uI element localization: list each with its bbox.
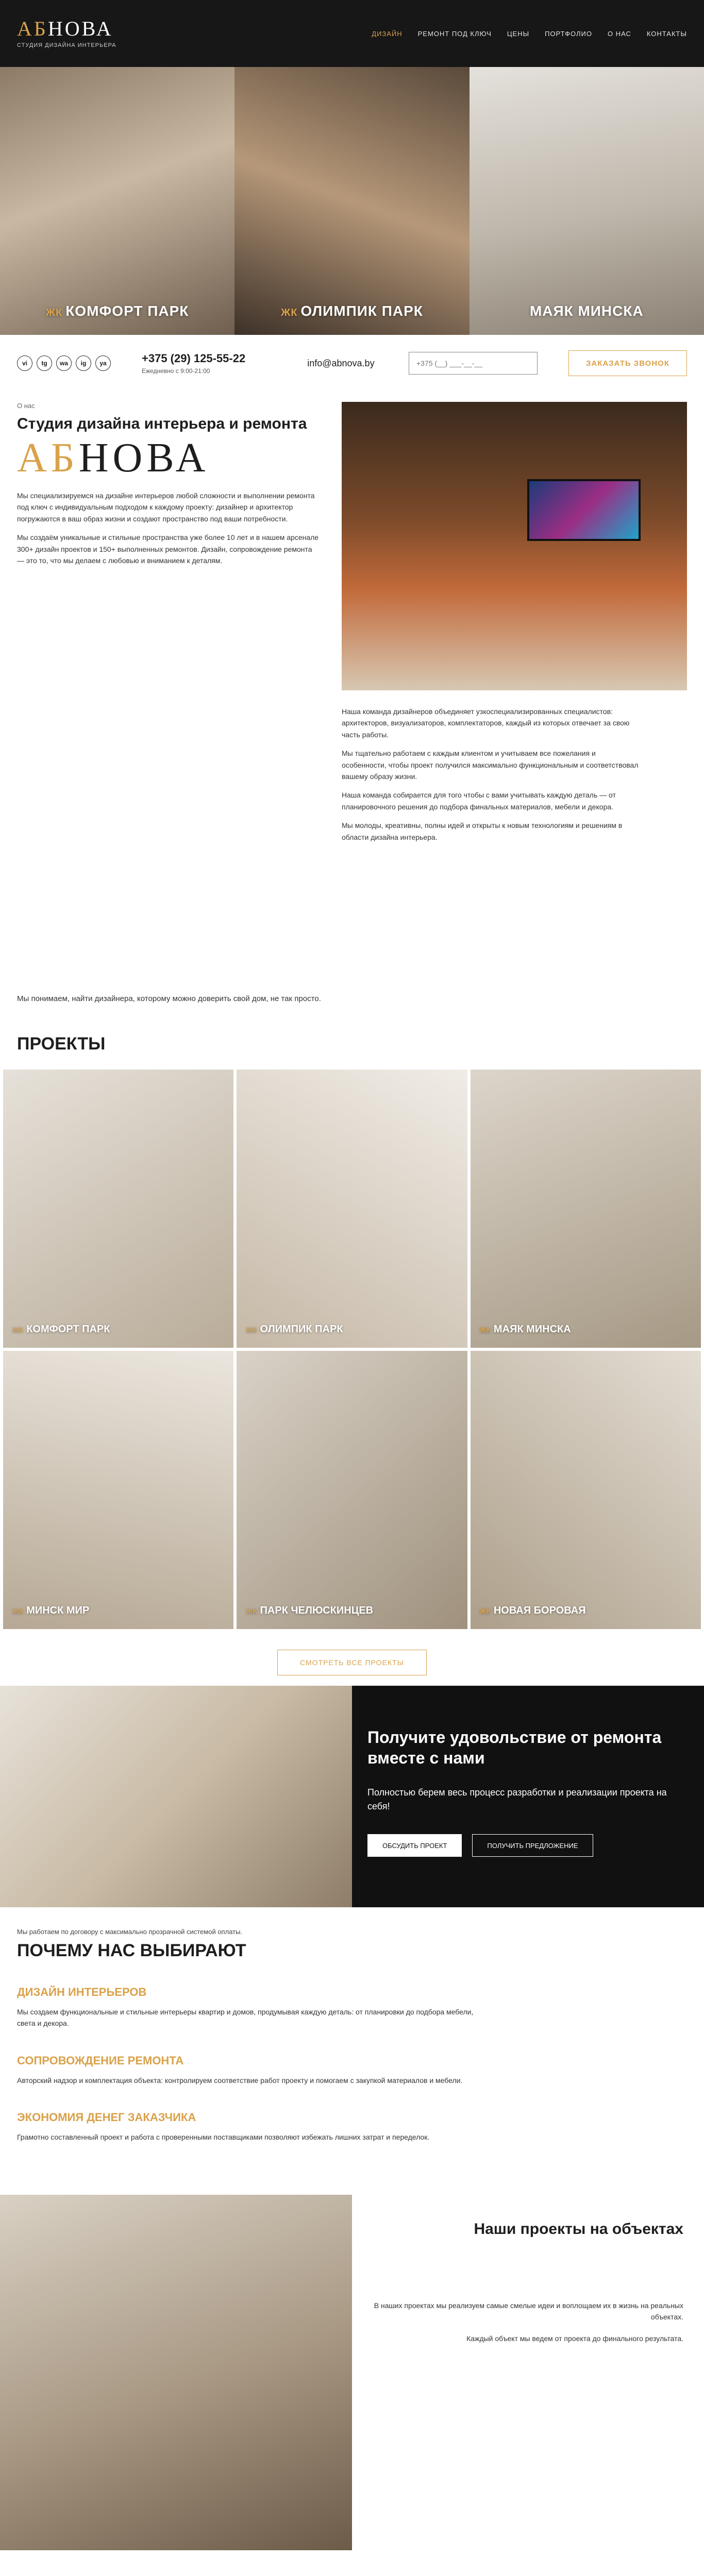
why-item-text: Мы создаем функциональные и стильные интерьеры квартир и домов, продумывая каждую деталь: от планировки до подбора мебели, света и декора. xyxy=(17,2008,474,2028)
contact-phone[interactable]: +375 (29) 125-55-22 xyxy=(142,352,246,365)
why-item-text: Авторский надзор и комплектация объекта: контролируем соответствие работ проекту и помогаем с закупкой материалов и мебели. xyxy=(17,2076,463,2084)
why-item-title: СОПРОВОЖДЕНИЕ РЕМОНТА xyxy=(17,2054,184,2067)
project-label: ЖК ПАРК ЧЕЛЮСКИНЦЕВ xyxy=(246,1605,374,1616)
hero-photo xyxy=(0,67,234,335)
project-photo xyxy=(3,1070,233,1348)
hero-card[interactable] xyxy=(470,67,704,335)
projects-title: ПРОЕКТЫ xyxy=(17,1034,106,1054)
hero-caption: МАЯК МИНСКА xyxy=(529,303,644,319)
contact-bar xyxy=(0,335,704,392)
promo-text: Полностью берем весь процесс разработки и реализации проекта на себя! xyxy=(367,1787,667,1811)
nav-item-prices[interactable]: ЦЕНЫ xyxy=(507,29,530,38)
project-card[interactable] xyxy=(237,1351,467,1629)
site-header xyxy=(0,0,704,67)
teaser-text: Мы понимаем, найти дизайнера, которому можно доверить свой дом, не так просто. xyxy=(17,994,321,1003)
about-paragraph: Мы создаём уникальные и стильные пространства уже более 10 лет и в нашем арсенале 300+ дизайн проектов и 150+ выполненных ремонтов. Дизайн, сопровождение ремонта — это то, что мы делаем с любовью и вниманием к деталям. xyxy=(17,533,319,565)
hero-card[interactable] xyxy=(234,67,469,335)
about-paragraph: Мы молоды, креативны, полны идей и открыты к новым технологиям и решениям в области дизайна интерьера. xyxy=(342,821,623,841)
objects-text xyxy=(352,2195,704,2550)
project-photo xyxy=(471,1070,701,1348)
about-paragraph: Мы тщательно работаем с каждым клиентом и учитываем все пожелания и особенности, чтобы проект получился максимально функциональным и соответствовал вашему образу жизни. xyxy=(342,749,639,781)
nav-item-contacts[interactable]: КОНТАКТЫ xyxy=(646,29,687,38)
project-card[interactable] xyxy=(471,1351,701,1629)
hero-photo xyxy=(470,67,704,335)
project-card[interactable] xyxy=(471,1070,701,1348)
nav-item-about[interactable]: О НАС xyxy=(607,29,631,38)
about-title: Студия дизайна интерьера и ремонта xyxy=(17,415,307,432)
nav-item-renovation[interactable]: РЕМОНТ ПОД КЛЮЧ xyxy=(417,29,492,38)
project-card[interactable] xyxy=(237,1070,467,1348)
contact-phone-block xyxy=(142,352,245,375)
about-section xyxy=(0,402,704,979)
viber-icon[interactable]: vi xyxy=(17,355,32,371)
hero-gallery xyxy=(0,67,704,335)
about-right xyxy=(342,402,687,979)
logo-subtitle: СТУДИЯ ДИЗАЙНА ИНТЕРЬЕРА xyxy=(17,42,116,48)
why-item-title: ЭКОНОМИЯ ДЕНЕГ ЗАКАЗЧИКА xyxy=(17,2111,196,2124)
site-logo[interactable] xyxy=(17,19,151,48)
project-photo xyxy=(237,1070,467,1348)
about-paragraph: Наша команда дизайнеров объединяет узкоспециализированных специалистов: архитекторов, визуализаторов, комплектаторов, каждый из которых отвечает за свою часть работы. xyxy=(342,707,630,739)
project-card[interactable] xyxy=(3,1351,233,1629)
main-nav xyxy=(372,30,687,38)
project-photo xyxy=(471,1351,701,1629)
tv-illustration xyxy=(527,479,641,541)
objects-paragraph: В наших проектах мы реализуем самые смелые идеи и воплощаем их в жизнь на реальных объектах. xyxy=(374,2301,683,2321)
project-label: ЖК КОМФОРТ ПАРК xyxy=(12,1324,110,1335)
social-links xyxy=(17,355,111,371)
about-paragraph: Наша команда собирается для того чтобы с вами учитывать каждую деталь — от планировочного решения до подбора финальных материалов, мебели и декора. xyxy=(342,791,616,811)
hero-caption: ЖК ОЛИМПИК ПАРК xyxy=(281,303,423,319)
objects-section xyxy=(0,2195,704,2550)
nav-item-design[interactable]: ДИЗАЙН xyxy=(372,29,403,38)
project-label: ЖК МИНСК МИР xyxy=(12,1605,90,1616)
project-label: ЖК НОВАЯ БОРОВАЯ xyxy=(479,1605,586,1616)
project-photo xyxy=(237,1351,467,1629)
project-label: ЖК ОЛИМПИК ПАРК xyxy=(246,1324,343,1335)
contract-note: Мы работаем по договору с максимально прозрачной системой оплаты. xyxy=(17,1928,243,1936)
promo-photo xyxy=(0,1686,352,1907)
contact-hours: Ежедневно с 9:00-21:00 xyxy=(142,367,210,375)
objects-photo xyxy=(0,2195,352,2550)
whatsapp-icon[interactable]: wa xyxy=(56,355,72,371)
about-brand: АБНОВА xyxy=(17,435,210,481)
instagram-icon[interactable]: ig xyxy=(76,355,91,371)
about-photo xyxy=(342,402,687,690)
get-offer-button[interactable]: ПОЛУЧИТЬ ПРЕДЛОЖЕНИЕ xyxy=(472,1834,593,1857)
contact-email[interactable]: info@abnova.by xyxy=(307,358,375,368)
about-text-right xyxy=(342,706,641,843)
breadcrumb[interactable]: О нас xyxy=(17,402,35,410)
project-label: ЖК МАЯК МИНСКА xyxy=(479,1324,571,1335)
why-title: ПОЧЕМУ НАС ВЫБИРАЮТ xyxy=(17,1941,246,1960)
project-photo xyxy=(3,1351,233,1629)
why-item-text: Грамотно составленный проект и работа с проверенными поставщиками позволяют избежать лишних затрат и переделок. xyxy=(17,2133,430,2142)
discuss-project-button[interactable]: ОБСУДИТЬ ПРОЕКТ xyxy=(367,1834,462,1857)
about-left xyxy=(17,402,342,979)
hero-card[interactable] xyxy=(0,67,234,335)
nav-item-portfolio[interactable]: ПОРТФОЛИО xyxy=(545,29,592,38)
objects-title: Наши проекты на объектах xyxy=(474,2220,683,2238)
phone-input[interactable] xyxy=(409,352,538,375)
callback-button[interactable]: ЗАКАЗАТЬ ЗВОНОК xyxy=(568,350,687,376)
all-projects-button[interactable]: СМОТРЕТЬ ВСЕ ПРОЕКТЫ xyxy=(277,1650,427,1675)
why-section xyxy=(0,1941,704,2143)
promo-buttons xyxy=(367,1834,683,1857)
projects-grid xyxy=(0,1070,704,1629)
telegram-icon[interactable]: tg xyxy=(37,355,52,371)
yandex-icon[interactable]: ya xyxy=(95,355,111,371)
hero-caption: ЖК КОМФОРТ ПАРК xyxy=(45,303,189,319)
promo-title: Получите удовольствие от ремонта вместе с нами xyxy=(367,1728,662,1767)
about-paragraph: Мы специализируемся на дизайне интерьеров любой сложности и выполнении ремонта под ключ с индивидуальным подходом к каждому проекту: дизайнер и архитектор погружаются в ваш образ жизни и создают пространство под ваши потребности. xyxy=(17,492,315,523)
project-card[interactable] xyxy=(3,1070,233,1348)
objects-paragraph: Каждый объект мы ведем от проекта до финального результата. xyxy=(466,2334,683,2343)
promo-section xyxy=(0,1686,704,1907)
why-item-title: ДИЗАЙН ИНТЕРЬЕРОВ xyxy=(17,1986,147,1998)
logo-wordmark: АБНОВА xyxy=(17,17,113,40)
hero-photo xyxy=(234,67,469,335)
promo-box xyxy=(352,1686,704,1907)
